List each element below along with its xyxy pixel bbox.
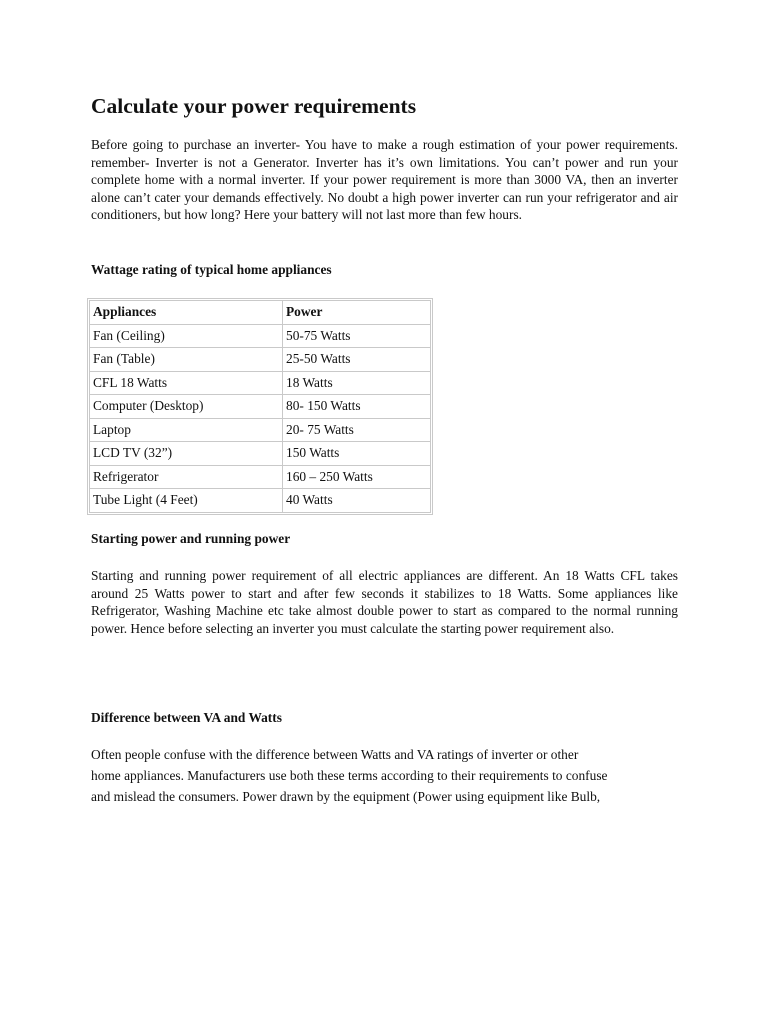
table-cell-power: 20- 75 Watts [283,418,431,442]
table-cell-appliance: CFL 18 Watts [90,371,283,395]
table-cell-power: 18 Watts [283,371,431,395]
table-cell-appliance: Computer (Desktop) [90,395,283,419]
table-header-power: Power [283,301,431,325]
table-header-appliances: Appliances [90,301,283,325]
table-row [90,418,431,442]
table-cell-power: 160 – 250 Watts [283,465,431,489]
va-watts-paragraph [91,744,678,807]
table-row [90,489,431,513]
table-cell-power: 150 Watts [283,442,431,466]
table-row [90,348,431,372]
wattage-table-container [87,298,433,515]
table-header-row [90,301,431,325]
table-row [90,465,431,489]
va-watts-heading: Difference between VA and Watts [91,710,282,725]
table-cell-power: 50-75 Watts [283,324,431,348]
table-row [90,324,431,348]
starting-power-paragraph: Starting and running power requirement of all electric appliances are different. An 18 Watts CFL takes around 25 Watts power to start and after few seconds it stabilizes to 18 Watts. Some appliances like Refrigerator, Washing Machine etc take almost double power to start as compared to the normal running power. Hence before selecting an inverter you must calculate the starting power requirement also. [91,568,678,636]
table-cell-appliance: Refrigerator [90,465,283,489]
table-cell-power: 25-50 Watts [283,348,431,372]
table-cell-appliance: Tube Light (4 Feet) [90,489,283,513]
wattage-table [89,300,431,513]
va-watts-line: home appliances. Manufacturers use both these terms according to their requirements to confuse [91,768,608,783]
starting-power-heading: Starting power and running power [91,531,291,546]
table-cell-appliance: Fan (Table) [90,348,283,372]
table-cell-power: 40 Watts [283,489,431,513]
table-cell-power: 80- 150 Watts [283,395,431,419]
intro-paragraph: Before going to purchase an inverter- You have to make a rough estimation of your power requirements. remember- Inverter is not a Generator. Inverter has it’s own limitations. You can’t power and run your complete home with a normal inverter. If your power requirement is more than 3000 VA, then an inverter alone can’t cater your demands effectively. No doubt a high power inverter can run your refrigerator and air conditioners, but how long? Here your battery will not last more than few hours. [91,137,678,223]
table-cell-appliance: Laptop [90,418,283,442]
va-watts-line: and mislead the consumers. Power drawn by the equipment (Power using equipment like Bulb, [91,789,601,804]
page-title: Calculate your power requirements [91,94,417,118]
table-row [90,395,431,419]
wattage-table-frame [87,298,433,515]
table-row [90,442,431,466]
wattage-heading: Wattage rating of typical home appliances [91,262,332,277]
va-watts-line: Often people confuse with the difference between Watts and VA ratings of inverter or other [91,747,579,762]
table-row [90,371,431,395]
table-cell-appliance: Fan (Ceiling) [90,324,283,348]
table-cell-appliance: LCD TV (32”) [90,442,283,466]
